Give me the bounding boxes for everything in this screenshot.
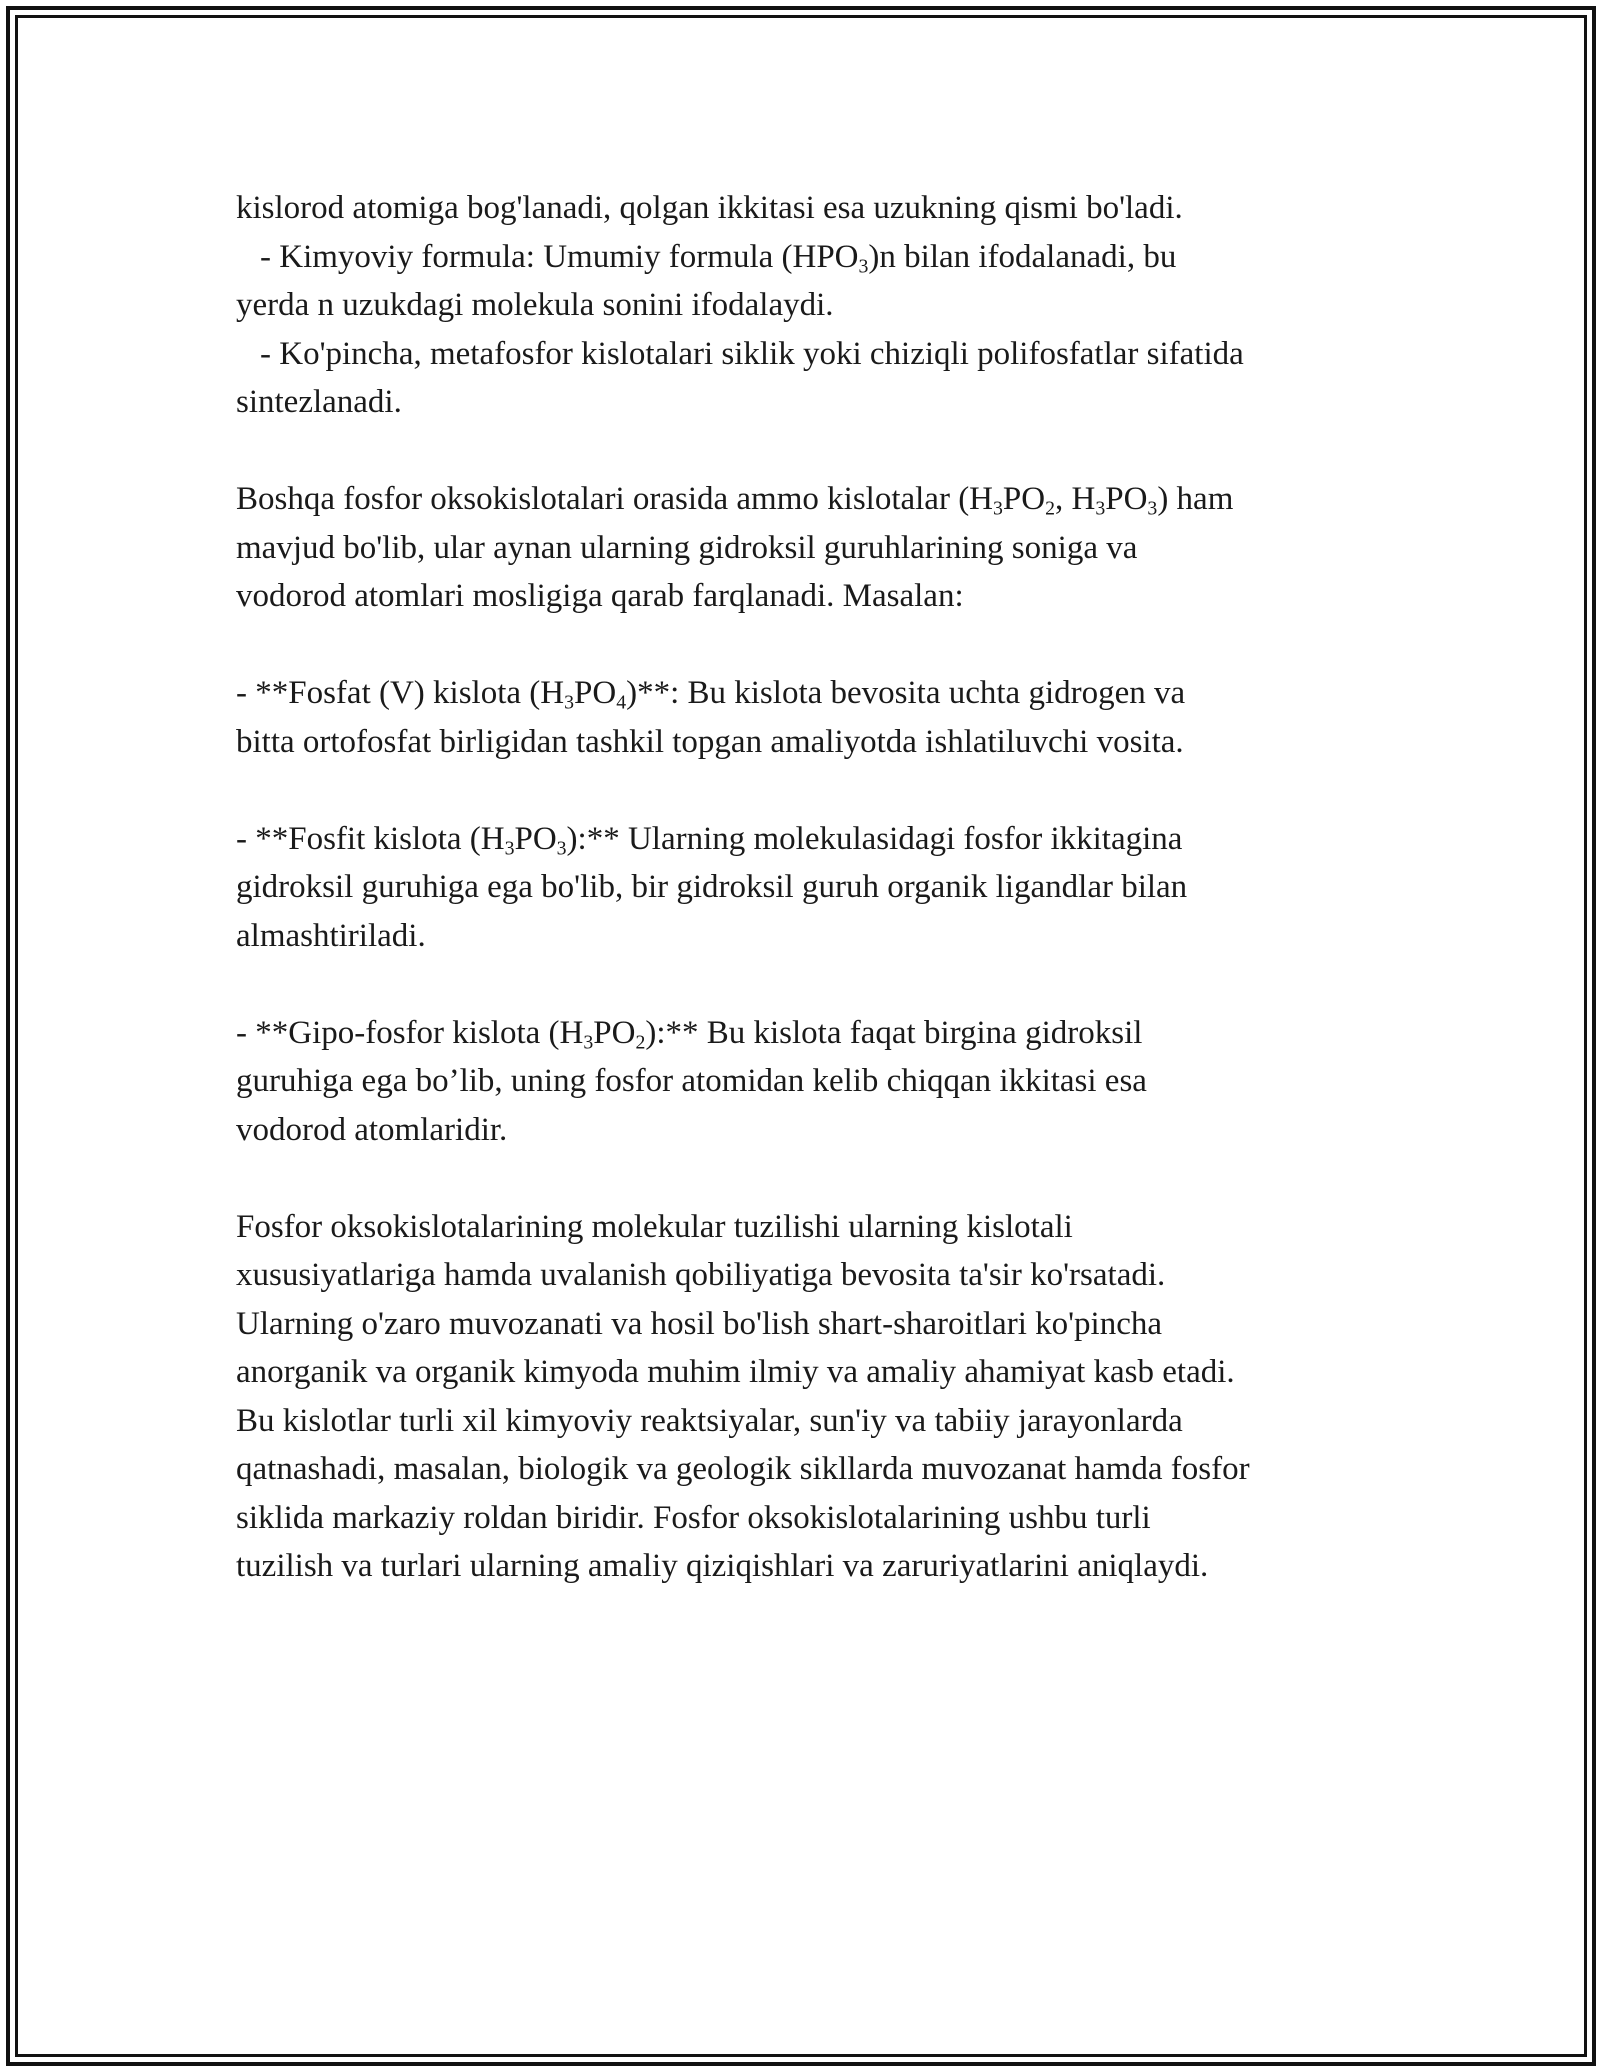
text-line: tuzilish va turlari ularning amaliy qiziqishlari va zaruriyatlarini aniqlaydi. bbox=[236, 1548, 1209, 1584]
text-line: anorganik va organik kimyoda muhim ilmiy va amaliy ahamiyat kasb etadi. bbox=[236, 1354, 1235, 1390]
text-line: sintezlanadi. bbox=[236, 384, 402, 420]
document-body bbox=[236, 184, 1376, 1591]
text-line: xususiyatlariga hamda uvalanish qobiliyatiga bevosita ta'sir ko'rsatadi. bbox=[236, 1257, 1166, 1293]
item-phosphite-acid: - **Fosfit kislota $(H_3PO_3):**$ Ularning molekulasidagi fosfor ikkitagina bbox=[236, 820, 1183, 860]
text-line: Ularning o'zaro muvozanati va hosil bo'lish shart-sharoitlari ko'pincha bbox=[236, 1305, 1163, 1342]
text-line: vodorod atomlaridir. bbox=[236, 1111, 508, 1148]
paragraph-gap bbox=[236, 1154, 1376, 1203]
text-line: qatnashadi, masalan, biologik va geologik sikllarda muvozanat hamda fosfor bbox=[236, 1451, 1250, 1487]
text-line: mavjud bo'lib, ular aynan ularning gidroksil guruhlarining soniga va bbox=[236, 529, 1138, 566]
bullet-formula: - Kimyoviy formula: Umumiy formula $(HPO_3)n$ bilan ifodalanadi, bu bbox=[260, 238, 1177, 278]
bullet-synthesis: - Ko'pincha, metafosfor kislotalari siklik yoki chiziqli polifosfatlar sifatida bbox=[260, 335, 1244, 372]
text-line: gidroksil guruhiga ega bo'lib, bir gidroksil guruh organik ligandlar bilan bbox=[236, 869, 1188, 905]
text-line: Fosfor oksokislotalarining molekular tuzilishi ularning kislotali bbox=[236, 1208, 1073, 1245]
text-line: siklida markaziy roldan biridir. Fosfor oksokislotalarining ushbu turli bbox=[236, 1499, 1151, 1536]
text-line: bitta ortofosfat birligidan tashkil topgan amaliyotda ishlatiluvchi vosita. bbox=[236, 723, 1184, 760]
paragraph-gap bbox=[236, 427, 1376, 476]
text-line: almashtiriladi. bbox=[236, 917, 426, 954]
paragraph-gap bbox=[236, 960, 1376, 1009]
text-line: kislorod atomiga bog'lanadi, qolgan ikkitasi esa uzukning qismi bo'ladi. bbox=[236, 190, 1183, 226]
paragraph-other-acids: Boshqa fosfor oksokislotalari orasida ammo kislotalar ($H_3PO_2$, $H_3PO_3$) ham bbox=[236, 481, 1234, 520]
text-line: Bu kislotlar turli xil kimyoviy reaktsiyalar, sun'iy va tabiiy jarayonlarda bbox=[236, 1402, 1183, 1439]
item-hypophosphorous-acid: - **Gipo-fosfor kislota $(H_3PO_2):**$ Bu kislota faqat birgina gidroksil bbox=[236, 1014, 1143, 1054]
paragraph-gap bbox=[236, 766, 1376, 815]
text-line: vodorod atomlari mosligiga qarab farqlanadi. Masalan: bbox=[236, 578, 964, 614]
text-line: guruhiga ega bo’lib, uning fosfor atomidan kelib chiqqan ikkitasi esa bbox=[236, 1063, 1147, 1099]
paragraph-gap bbox=[236, 621, 1376, 670]
item-phosphate-acid: - **Fosfat (V) kislota $(H_3PO_4)**$: Bu kislota bevosita uchta gidrogen va bbox=[236, 675, 1186, 714]
text-line: yerda n uzukdagi molekula sonini ifodalaydi. bbox=[236, 287, 834, 323]
